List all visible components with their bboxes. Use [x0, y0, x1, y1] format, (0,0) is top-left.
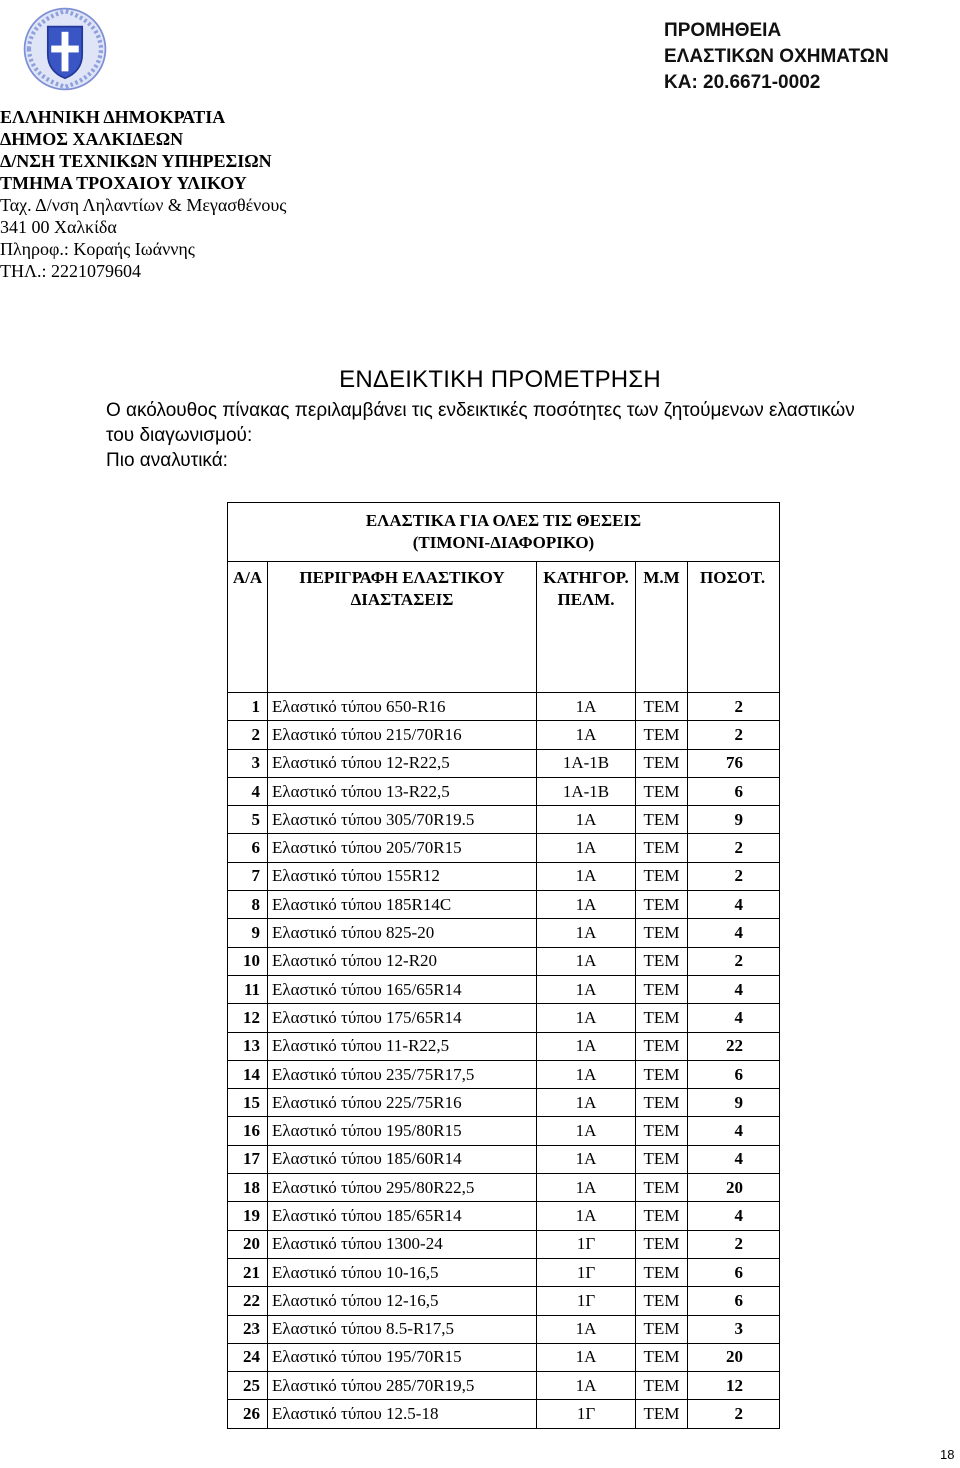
cell-description: Ελαστικό τύπου 12-16,5 — [268, 1287, 537, 1315]
cell-num: 11 — [228, 975, 268, 1003]
column-header-description — [268, 562, 537, 693]
table-caption-line: (ΤΙΜΟΝΙ-ΔΙΑΦΟΡΙΚΟ) — [412, 533, 595, 552]
cell-category: 1Α — [537, 1145, 636, 1173]
cell-category: 1Α — [537, 947, 636, 975]
cell-num: 24 — [228, 1343, 268, 1371]
sender-line: ΕΛΛΗΝΙΚΗ ΔΗΜΟΚΡΑΤΙΑ — [0, 107, 226, 127]
intro-line: του διαγωνισμού: — [106, 425, 253, 446]
cell-category: 1Γ — [537, 1400, 636, 1428]
cell-category: 1Α — [537, 891, 636, 919]
cell-quantity: 20 — [688, 1174, 780, 1202]
cell-unit: ΤΕΜ — [636, 1400, 688, 1428]
cell-category: 1Α — [537, 1117, 636, 1145]
cell-num: 15 — [228, 1089, 268, 1117]
cell-unit: ΤΕΜ — [636, 1343, 688, 1371]
cell-quantity: 9 — [688, 1089, 780, 1117]
cell-quantity: 6 — [688, 777, 780, 805]
cell-category: 1Α — [537, 975, 636, 1003]
column-header-line: ΔΙΑΣΤΑΣΕΙΣ — [350, 590, 454, 609]
cell-unit: ΤΕΜ — [636, 806, 688, 834]
cell-num: 23 — [228, 1315, 268, 1343]
cell-unit: ΤΕΜ — [636, 1145, 688, 1173]
cell-category: 1Γ — [537, 1287, 636, 1315]
table-row — [228, 1089, 780, 1117]
cell-category: 1Α-1Β — [537, 749, 636, 777]
cell-category: 1Α — [537, 1202, 636, 1230]
table-row — [228, 1032, 780, 1060]
table-row — [228, 1258, 780, 1286]
cell-num: 17 — [228, 1145, 268, 1173]
cell-unit: ΤΕΜ — [636, 891, 688, 919]
table-header-row — [228, 562, 780, 693]
cell-quantity: 4 — [688, 1004, 780, 1032]
table-row — [228, 1400, 780, 1428]
cell-quantity: 12 — [688, 1372, 780, 1400]
table-row — [228, 1004, 780, 1032]
cell-description: Ελαστικό τύπου 185/60R14 — [268, 1145, 537, 1173]
cell-description: Ελαστικό τύπου 12.5-18 — [268, 1400, 537, 1428]
cell-category: 1Α — [537, 1174, 636, 1202]
column-header-unit: Μ.Μ — [636, 562, 688, 693]
cell-unit: ΤΕΜ — [636, 1117, 688, 1145]
cell-category: 1Α-1Β — [537, 777, 636, 805]
cell-unit: ΤΕΜ — [636, 1202, 688, 1230]
cell-num: 14 — [228, 1060, 268, 1088]
cell-num: 3 — [228, 749, 268, 777]
cell-unit: ΤΕΜ — [636, 1372, 688, 1400]
cell-num: 25 — [228, 1372, 268, 1400]
cell-description: Ελαστικό τύπου 10-16,5 — [268, 1258, 537, 1286]
cell-quantity: 2 — [688, 721, 780, 749]
cell-unit: ΤΕΜ — [636, 1315, 688, 1343]
column-header-quantity: ΠΟΣΟΤ. — [688, 562, 780, 693]
intro-line: Ο ακόλουθος πίνακας περιλαμβάνει τις ενδεικτικές ποσότητες των ζητούμενων ελαστικών — [106, 400, 855, 421]
page-title: ΕΝΔΕΙΚΤΙΚΗ ΠΡΟΜΕΤΡΗΣΗ — [339, 366, 661, 393]
cell-category: 1Α — [537, 693, 636, 721]
cell-unit: ΤΕΜ — [636, 1287, 688, 1315]
table-row — [228, 1315, 780, 1343]
table-row — [228, 806, 780, 834]
cell-description: Ελαστικό τύπου 185/65R14 — [268, 1202, 537, 1230]
cell-description: Ελαστικό τύπου 205/70R15 — [268, 834, 537, 862]
table-row — [228, 919, 780, 947]
cell-num: 16 — [228, 1117, 268, 1145]
table-row — [228, 1174, 780, 1202]
cell-quantity: 4 — [688, 975, 780, 1003]
cell-description: Ελαστικό τύπου 235/75R17,5 — [268, 1060, 537, 1088]
cell-quantity: 22 — [688, 1032, 780, 1060]
cell-num: 13 — [228, 1032, 268, 1060]
cell-num: 19 — [228, 1202, 268, 1230]
sender-line: ΤΜΗΜΑ ΤΡΟΧΑΙΟΥ ΥΛΙΚΟΥ — [0, 173, 247, 193]
cell-description: Ελαστικό τύπου 825-20 — [268, 919, 537, 947]
cell-description: Ελαστικό τύπου 8.5-R17,5 — [268, 1315, 537, 1343]
cell-unit: ΤΕΜ — [636, 693, 688, 721]
project-title — [664, 18, 889, 96]
cell-num: 6 — [228, 834, 268, 862]
cell-quantity: 6 — [688, 1287, 780, 1315]
intro-paragraph — [106, 398, 926, 473]
cell-quantity: 2 — [688, 1400, 780, 1428]
cell-category: 1Α — [537, 806, 636, 834]
cell-quantity: 4 — [688, 1145, 780, 1173]
cell-num: 7 — [228, 862, 268, 890]
table-row — [228, 1287, 780, 1315]
cell-quantity: 2 — [688, 947, 780, 975]
table-row — [228, 1372, 780, 1400]
table-row — [228, 891, 780, 919]
cell-unit: ΤΕΜ — [636, 1032, 688, 1060]
cell-description: Ελαστικό τύπου 295/80R22,5 — [268, 1174, 537, 1202]
cell-category: 1Α — [537, 919, 636, 947]
intro-line: Πιο αναλυτικά: — [106, 450, 228, 471]
table-row — [228, 862, 780, 890]
cell-description: Ελαστικό τύπου 165/65R14 — [268, 975, 537, 1003]
cell-quantity: 4 — [688, 891, 780, 919]
cell-num: 18 — [228, 1174, 268, 1202]
cell-description: Ελαστικό τύπου 285/70R19,5 — [268, 1372, 537, 1400]
cell-category: 1Α — [537, 1032, 636, 1060]
cell-quantity: 4 — [688, 1202, 780, 1230]
cell-category: 1Α — [537, 1372, 636, 1400]
table-row — [228, 749, 780, 777]
cell-quantity: 2 — [688, 693, 780, 721]
table-row — [228, 777, 780, 805]
cell-num: 2 — [228, 721, 268, 749]
sender-line: Δ/ΝΣΗ ΤΕΧΝΙΚΩΝ ΥΠΗΡΕΣΙΩΝ — [0, 151, 272, 171]
cell-category: 1Α — [537, 721, 636, 749]
cell-description: Ελαστικό τύπου 12-R20 — [268, 947, 537, 975]
cell-num: 1 — [228, 693, 268, 721]
cell-quantity: 2 — [688, 862, 780, 890]
page-number: 18 — [940, 1447, 955, 1462]
cell-description: Ελαστικό τύπου 195/80R15 — [268, 1117, 537, 1145]
table-row — [228, 1117, 780, 1145]
cell-num: 12 — [228, 1004, 268, 1032]
cell-quantity: 4 — [688, 1117, 780, 1145]
cell-unit: ΤΕΜ — [636, 975, 688, 1003]
table-row — [228, 693, 780, 721]
column-header-category — [537, 562, 636, 693]
cell-quantity: 2 — [688, 834, 780, 862]
cell-unit: ΤΕΜ — [636, 1004, 688, 1032]
greek-coat-of-arms-icon — [22, 6, 108, 92]
cell-quantity: 4 — [688, 919, 780, 947]
cell-quantity: 6 — [688, 1258, 780, 1286]
cell-description: Ελαστικό τύπου 225/75R16 — [268, 1089, 537, 1117]
cell-quantity: 3 — [688, 1315, 780, 1343]
cell-quantity: 76 — [688, 749, 780, 777]
cell-category: 1Α — [537, 862, 636, 890]
table-caption — [228, 503, 780, 562]
table-row — [228, 1343, 780, 1371]
sender-address: Ταχ. Δ/νση Ληλαντίων & Μεγασθένους — [0, 195, 287, 215]
tires-table — [227, 502, 780, 1429]
cell-category: 1Γ — [537, 1258, 636, 1286]
cell-num: 20 — [228, 1230, 268, 1258]
cell-description: Ελαστικό τύπου 650-R16 — [268, 693, 537, 721]
column-header-num: Α/Α — [228, 562, 268, 693]
cell-description: Ελαστικό τύπου 195/70R15 — [268, 1343, 537, 1371]
cell-unit: ΤΕΜ — [636, 1089, 688, 1117]
cell-category: 1Α — [537, 1089, 636, 1117]
cell-num: 22 — [228, 1287, 268, 1315]
cell-num: 4 — [228, 777, 268, 805]
cell-unit: ΤΕΜ — [636, 919, 688, 947]
column-header-line: ΠΕΡΙΓΡΑΦΗ ΕΛΑΣΤΙΚΟΥ — [299, 568, 505, 587]
cell-unit: ΤΕΜ — [636, 777, 688, 805]
table-row — [228, 721, 780, 749]
table-row — [228, 1202, 780, 1230]
table-row — [228, 1230, 780, 1258]
cell-description: Ελαστικό τύπου 185R14C — [268, 891, 537, 919]
cell-quantity: 20 — [688, 1343, 780, 1371]
cell-description: Ελαστικό τύπου 305/70R19.5 — [268, 806, 537, 834]
cell-quantity: 9 — [688, 806, 780, 834]
cell-unit: ΤΕΜ — [636, 862, 688, 890]
column-header-line: ΚΑΤΗΓΟΡ. — [543, 568, 629, 587]
cell-description: Ελαστικό τύπου 11-R22,5 — [268, 1032, 537, 1060]
table-caption-line: ΕΛΑΣΤΙΚΑ ΓΙΑ ΟΛΕΣ ΤΙΣ ΘΕΣΕΙΣ — [365, 511, 642, 530]
sender-postcode: 341 00 Χαλκίδα — [0, 217, 117, 237]
column-header-line: ΠΕΛΜ. — [557, 590, 615, 609]
cell-description: Ελαστικό τύπου 13-R22,5 — [268, 777, 537, 805]
cell-description: Ελαστικό τύπου 12-R22,5 — [268, 749, 537, 777]
cell-category: 1Α — [537, 834, 636, 862]
table-row — [228, 947, 780, 975]
project-title-line: ΕΛΑΣΤΙΚΩΝ ΟΧΗΜΑΤΩΝ — [664, 46, 889, 67]
cell-num: 5 — [228, 806, 268, 834]
cell-category: 1Γ — [537, 1230, 636, 1258]
cell-unit: ΤΕΜ — [636, 749, 688, 777]
sender-block — [0, 106, 420, 282]
sender-contact: Πληροφ.: Κοραής Ιωάννης — [0, 239, 195, 259]
table-row — [228, 834, 780, 862]
cell-unit: ΤΕΜ — [636, 1258, 688, 1286]
cell-unit: ΤΕΜ — [636, 1060, 688, 1088]
table-row — [228, 1145, 780, 1173]
table-row — [228, 1060, 780, 1088]
cell-description: Ελαστικό τύπου 215/70R16 — [268, 721, 537, 749]
cell-unit: ΤΕΜ — [636, 721, 688, 749]
cell-quantity: 6 — [688, 1060, 780, 1088]
sender-line: ΔΗΜΟΣ ΧΑΛΚΙΔΕΩΝ — [0, 129, 184, 149]
cell-category: 1Α — [537, 1315, 636, 1343]
cell-unit: ΤΕΜ — [636, 1230, 688, 1258]
cell-unit: ΤΕΜ — [636, 947, 688, 975]
cell-num: 9 — [228, 919, 268, 947]
sender-phone: ΤΗΛ.: 2221079604 — [0, 261, 142, 281]
project-code: ΚΑ: 20.6671-0002 — [664, 72, 821, 93]
cell-num: 21 — [228, 1258, 268, 1286]
cell-quantity: 2 — [688, 1230, 780, 1258]
cell-num: 10 — [228, 947, 268, 975]
cell-num: 26 — [228, 1400, 268, 1428]
cell-category: 1Α — [537, 1004, 636, 1032]
cell-unit: ΤΕΜ — [636, 1174, 688, 1202]
cell-category: 1Α — [537, 1060, 636, 1088]
cell-unit: ΤΕΜ — [636, 834, 688, 862]
cell-description: Ελαστικό τύπου 155R12 — [268, 862, 537, 890]
project-title-line: ΠΡΟΜΗΘΕΙΑ — [664, 20, 782, 41]
cell-category: 1Α — [537, 1343, 636, 1371]
cell-description: Ελαστικό τύπου 175/65R14 — [268, 1004, 537, 1032]
cell-num: 8 — [228, 891, 268, 919]
table-row — [228, 975, 780, 1003]
cell-description: Ελαστικό τύπου 1300-24 — [268, 1230, 537, 1258]
